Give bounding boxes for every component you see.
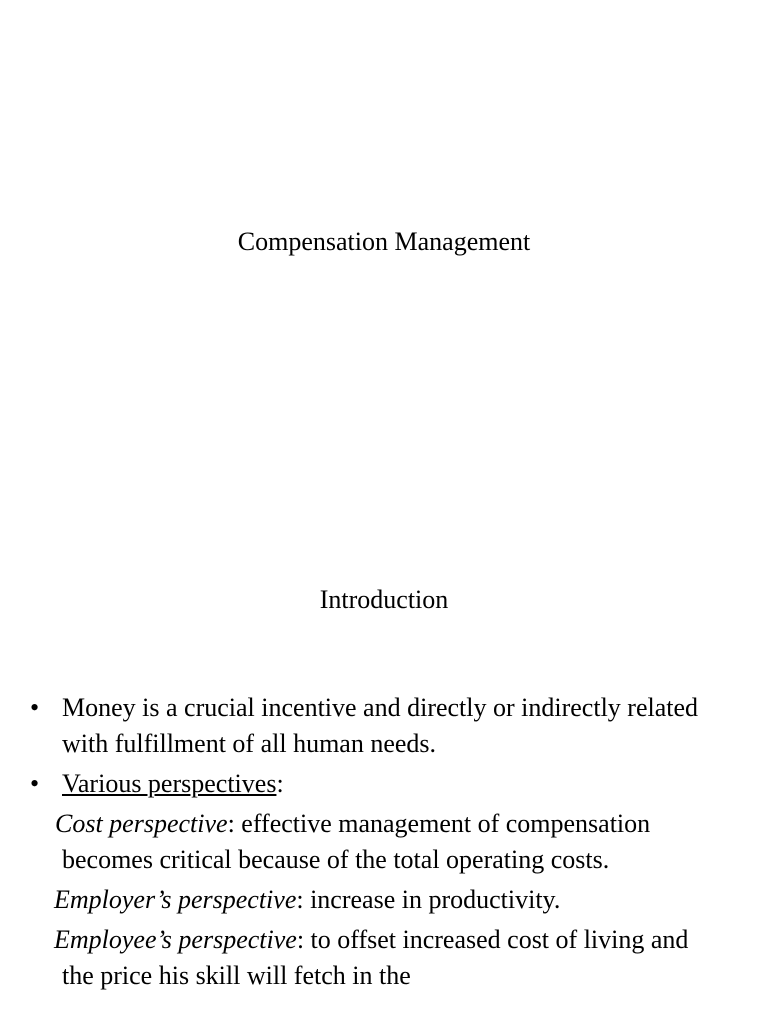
perspective-text-cost: : effective management of compensation becomes critical because of the total operating costs. (62, 809, 651, 874)
bullet-item-money (0, 690, 722, 762)
perspective-text-employee: : to offset increased cost of living and the price his skill will fetch in the (62, 925, 689, 990)
bullet-icon: • (30, 693, 40, 722)
perspective-employee (0, 922, 712, 994)
slide-title-introduction: Introduction (319, 585, 449, 614)
bullet-label-suffix: : (276, 769, 284, 798)
perspective-cost (0, 806, 712, 878)
slide-title-compensation-management: Compensation Management (237, 227, 531, 256)
bullet-icon: • (30, 769, 40, 798)
slide-body (0, 690, 768, 998)
bullet-text-money: Money is a crucial incentive and directly or indirectly related with fulfillment of all human needs. (62, 693, 699, 758)
perspective-label-employer: Employer’s perspective (54, 885, 297, 914)
perspective-text-employer: : increase in productivity. (296, 885, 561, 914)
bullet-item-various-perspectives (0, 766, 722, 802)
perspective-label-cost: Cost perspective (55, 809, 228, 838)
perspective-label-employee: Employee’s perspective (54, 925, 297, 954)
bullet-label-various-perspectives: Various perspectives (62, 769, 277, 798)
perspective-employer (0, 882, 712, 918)
